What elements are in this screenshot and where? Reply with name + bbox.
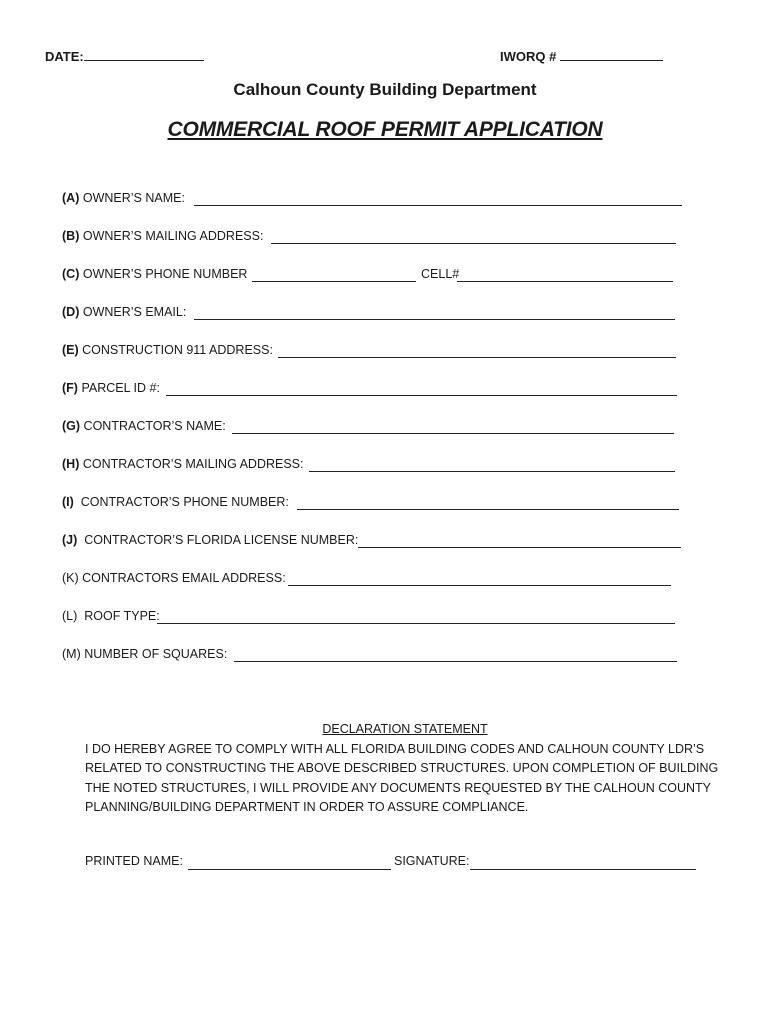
field-label-contractor-license: CONTRACTOR’S FLORIDA LICENSE NUMBER: xyxy=(84,533,359,547)
declaration-line: RELATED TO CONSTRUCTING THE ABOVE DESCRIBED STRUCTURES. UPON COMPLETION OF BUILDING xyxy=(85,761,719,776)
date-input-line[interactable] xyxy=(84,47,204,61)
owner-cell-line[interactable] xyxy=(457,281,673,282)
contractor-mailing-address-line[interactable] xyxy=(309,471,675,472)
field-m xyxy=(62,647,227,661)
field-l xyxy=(62,609,160,623)
field-label-contractor-mailing-address: CONTRACTOR’S MAILING ADDRESS: xyxy=(82,457,304,471)
date-label: DATE: xyxy=(45,49,84,64)
declaration-line: THE NOTED STRUCTURES, I WILL PROVIDE ANY DOCUMENTS REQUESTED BY THE CALHOUN COUNTY xyxy=(85,780,712,795)
cell-label: CELL# xyxy=(421,267,460,281)
number-of-squares-line[interactable] xyxy=(234,661,677,662)
signature-line[interactable] xyxy=(470,869,696,870)
field-label-owner-name: OWNER’S NAME: xyxy=(82,191,185,205)
field-code: (E) xyxy=(62,343,79,357)
form-title: COMMERCIAL ROOF PERMIT APPLICATION xyxy=(167,118,603,141)
field-f xyxy=(62,381,160,395)
field-label-number-of-squares: NUMBER OF SQUARES: xyxy=(84,647,228,661)
field-label-owner-email: OWNER’S EMAIL: xyxy=(82,305,187,319)
iworq-input-line[interactable] xyxy=(560,47,663,61)
field-h xyxy=(62,457,303,471)
field-code: (C) xyxy=(62,267,80,281)
printed-name-label: PRINTED NAME: xyxy=(85,854,183,868)
printed-name-line[interactable] xyxy=(188,869,391,870)
iworq-field xyxy=(500,47,663,64)
declaration-heading: DECLARATION STATEMENT xyxy=(322,722,488,736)
owner-mailing-address-line[interactable] xyxy=(271,243,676,244)
field-label-contractor-email: CONTRACTORS EMAIL ADDRESS: xyxy=(82,571,286,585)
field-label-parcel-id: PARCEL ID #: xyxy=(81,381,160,395)
field-code: (H) xyxy=(62,457,80,471)
declaration-text xyxy=(85,740,725,817)
field-label-owner-mailing-address: OWNER’S MAILING ADDRESS: xyxy=(82,229,264,243)
field-code: (J) xyxy=(62,533,78,547)
field-label-contractor-phone: CONTRACTOR’S PHONE NUMBER: xyxy=(80,495,289,509)
field-k xyxy=(62,571,286,585)
field-c xyxy=(62,267,247,281)
declaration-line: PLANNING/BUILDING DEPARTMENT IN ORDER TO ASSURE COMPLIANCE. xyxy=(85,799,529,814)
field-code: (K) xyxy=(62,571,79,585)
field-code: (F) xyxy=(62,381,78,395)
field-label-contractor-name: CONTRACTOR’S NAME: xyxy=(83,419,226,433)
field-label-roof-type: ROOF TYPE: xyxy=(84,609,160,623)
parcel-id-line[interactable] xyxy=(166,395,677,396)
field-code: (M) xyxy=(62,647,81,661)
field-i xyxy=(62,495,289,509)
field-code: (L) xyxy=(62,609,78,623)
roof-type-line[interactable] xyxy=(157,623,675,624)
construction-address-line[interactable] xyxy=(278,357,676,358)
field-code: (A) xyxy=(62,191,80,205)
field-code: (I) xyxy=(62,495,74,509)
field-e xyxy=(62,343,273,357)
field-code: (D) xyxy=(62,305,80,319)
field-g xyxy=(62,419,226,433)
signature-label: SIGNATURE: xyxy=(394,854,470,868)
date-field xyxy=(45,47,204,64)
owner-phone-line[interactable] xyxy=(252,281,416,282)
declaration-line: I DO HEREBY AGREE TO COMPLY WITH ALL FLORIDA BUILDING CODES AND CALHOUN COUNTY LDR’S xyxy=(85,742,705,756)
field-label-construction-address: CONSTRUCTION 911 ADDRESS: xyxy=(82,343,273,357)
field-a xyxy=(62,191,185,205)
contractor-name-line[interactable] xyxy=(232,433,674,434)
field-code: (G) xyxy=(62,419,81,433)
field-code: (B) xyxy=(62,229,80,243)
contractor-phone-line[interactable] xyxy=(297,509,679,510)
iworq-label: IWORQ # xyxy=(500,49,557,64)
field-d xyxy=(62,305,186,319)
contractor-license-line[interactable] xyxy=(358,547,681,548)
owner-email-line[interactable] xyxy=(194,319,675,320)
field-b xyxy=(62,229,263,243)
field-j xyxy=(62,533,358,547)
contractor-email-line[interactable] xyxy=(288,585,671,586)
field-label-owner-phone: OWNER’S PHONE NUMBER xyxy=(82,267,248,281)
owner-name-line[interactable] xyxy=(194,205,682,206)
department-name: Calhoun County Building Department xyxy=(233,80,537,99)
